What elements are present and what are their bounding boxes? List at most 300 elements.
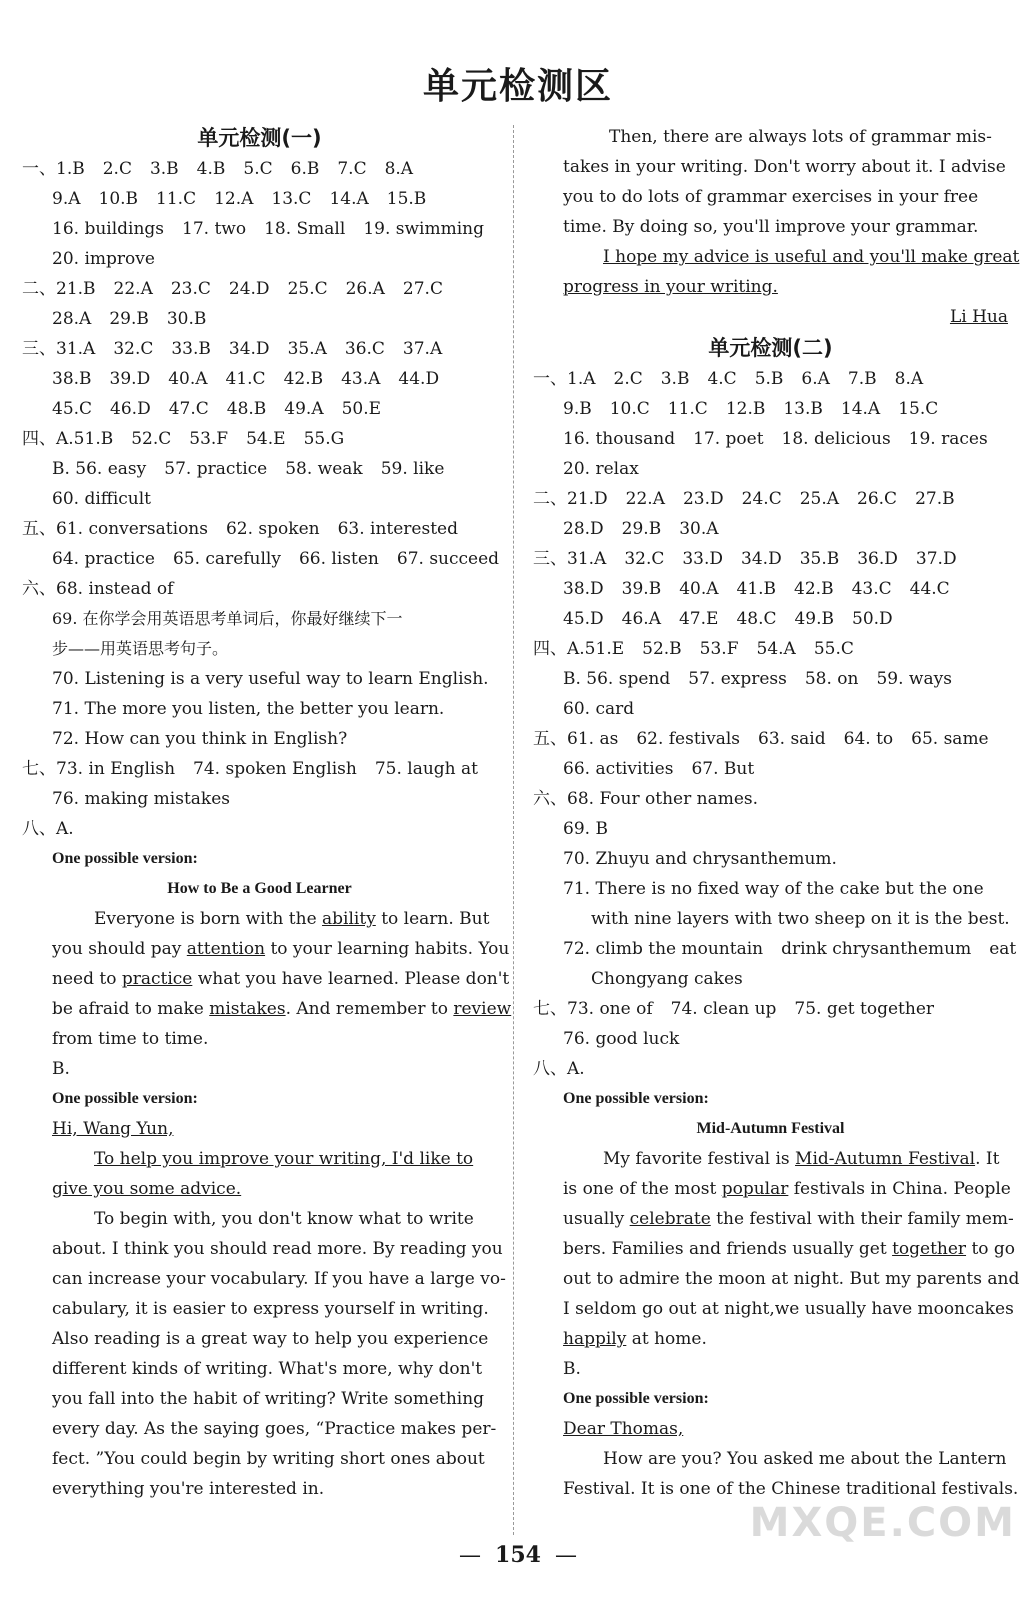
text-line — [22, 574, 497, 604]
text-line — [22, 334, 497, 364]
text-line: Festival. It is one of the Chinese traditional festivals. — [563, 1479, 1019, 1499]
text-span: 八、 — [533, 1059, 567, 1079]
text-span: 25.A — [799, 489, 840, 509]
text-span: 38.D — [563, 579, 604, 599]
text-span: 75. laugh at — [374, 759, 478, 779]
text-span: 67. But — [691, 759, 755, 779]
text-span: 5.C — [243, 159, 273, 179]
text-span: progress in your writing. — [563, 277, 778, 297]
text-span: 63. said — [758, 729, 826, 749]
text-span: 29.B — [621, 519, 662, 539]
text-span: 35.A — [287, 339, 327, 359]
text-span: 七、 — [533, 999, 567, 1019]
page-title: 单元检测区 — [422, 66, 613, 107]
text-line — [533, 994, 1008, 1024]
test1-section-2 — [22, 274, 497, 334]
text-span: 26.C — [857, 489, 898, 509]
text-span: 71. There is no fixed way of the cake but the one — [563, 879, 984, 899]
text-span: 62. festivals — [636, 729, 740, 749]
text-span: 45.C — [52, 399, 93, 419]
text-span: 66. activities — [563, 759, 674, 779]
text-span: 53.F — [699, 639, 739, 659]
text-span: 9.A — [52, 189, 81, 209]
test2-section-7 — [533, 994, 1008, 1054]
text-span: 11.C — [156, 189, 197, 209]
text-span: 74. spoken English — [193, 759, 357, 779]
text-line — [533, 964, 1008, 994]
signature: Li Hua — [949, 307, 1008, 327]
text-line: everything you're interested in. — [52, 1479, 325, 1499]
text-line — [22, 394, 497, 424]
text-span: 42.B — [794, 579, 834, 599]
text-span: 37.A — [402, 339, 443, 359]
text-line — [22, 184, 497, 214]
text-span: 73. one of — [567, 999, 653, 1019]
text-span: 22.A — [113, 279, 153, 299]
text-line: every day. As the saying goes, “Practice makes per- — [52, 1419, 497, 1439]
essay-title: How to Be a Good Learner — [167, 880, 352, 897]
text-span: 六、 — [22, 579, 56, 599]
text-line: you to do lots of grammar exercises in your free — [563, 187, 979, 207]
text-line — [22, 544, 500, 574]
text-line — [533, 754, 1008, 784]
text-span: 17. poet — [693, 429, 764, 449]
test1-section-3 — [22, 334, 497, 424]
text-span: 59. like — [380, 459, 445, 479]
text-span: together — [892, 1239, 967, 1259]
text-span: 64. to — [843, 729, 894, 749]
text-span: 17. two — [182, 219, 247, 239]
text-span: 6.B — [290, 159, 320, 179]
text-span: 32.C — [113, 339, 154, 359]
text-line — [533, 424, 1008, 454]
text-line: you fall into the habit of writing? Write something — [52, 1389, 485, 1409]
text-span: 1.B — [56, 159, 85, 179]
text-line — [533, 1324, 1008, 1354]
text-span: ability — [322, 909, 376, 929]
text-span: 27.C — [402, 279, 443, 299]
text-line — [22, 754, 497, 784]
text-line — [533, 1264, 1020, 1294]
text-span: usually — [563, 1209, 630, 1229]
text-span: 33.D — [682, 549, 724, 569]
text-span: 23.D — [682, 489, 724, 509]
text-line: B. — [52, 1059, 70, 1079]
text-span: 2.C — [613, 369, 643, 389]
text-span: 六、 — [533, 789, 567, 809]
text-line — [533, 302, 1008, 332]
text-span: 43.C — [851, 579, 892, 599]
text-line — [533, 544, 1008, 574]
text-span: 28.A — [52, 309, 92, 329]
text-span: 四、 — [22, 429, 56, 449]
text-span: review — [453, 999, 512, 1019]
text-span: I hope my advice is useful and you'll make great — [603, 247, 1020, 267]
text-line — [22, 604, 497, 634]
text-span: 45.D — [563, 609, 604, 629]
text-span: 67. succeed — [396, 549, 500, 569]
text-span: 64. practice — [52, 549, 155, 569]
text-span: 49.B — [794, 609, 835, 629]
text-span: to learn. But — [375, 909, 490, 929]
text-span: 58. weak — [285, 459, 363, 479]
text-span: 12.A — [214, 189, 254, 209]
text-span: at home. — [626, 1329, 707, 1349]
text-line — [533, 814, 1008, 844]
text-span: Dear Thomas, — [563, 1419, 684, 1439]
text-line — [533, 1024, 1008, 1054]
text-line: about. I think you should read more. By reading you — [52, 1239, 503, 1259]
test2-section-5 — [533, 724, 1008, 784]
text-span: My favorite festival is — [603, 1149, 796, 1169]
text-line — [22, 214, 497, 244]
text-span: mistakes — [209, 999, 286, 1019]
text-span: 4.B — [196, 159, 226, 179]
text-line: can increase your vocabulary. If you have a large vo- — [52, 1269, 506, 1289]
text-line — [22, 724, 497, 754]
text-span: A. — [56, 819, 74, 839]
text-span: 2.C — [102, 159, 132, 179]
text-span: 步——用英语思考句子。 — [52, 639, 229, 658]
text-span: to go — [966, 1239, 1016, 1259]
text-line — [533, 394, 1008, 424]
text-span: . And remember to — [285, 999, 454, 1019]
text-line — [22, 784, 497, 814]
text-span: 五、 — [22, 519, 56, 539]
text-span: Chongyang cakes — [591, 969, 743, 989]
text-span: 七、 — [22, 759, 56, 779]
text-span: 7.B — [847, 369, 877, 389]
text-span: give you some advice. — [52, 1179, 242, 1199]
text-span: 66. listen — [298, 549, 379, 569]
text-span: 一、 — [533, 369, 567, 389]
text-line — [22, 274, 497, 304]
text-line — [22, 424, 497, 454]
text-span: 70. Zhuyu and chrysanthemum. — [563, 849, 837, 869]
text-span: A. — [567, 1059, 585, 1079]
text-line: How are you? You asked me about the Lantern — [603, 1449, 1007, 1469]
text-line — [22, 1114, 497, 1144]
text-span: 54.A — [756, 639, 796, 659]
text-line — [533, 242, 1020, 272]
test1-section-8 — [22, 814, 512, 1504]
text-span: need to — [52, 969, 122, 989]
text-line — [533, 484, 1008, 514]
text-span: 22.A — [625, 489, 665, 509]
text-span: 61. as — [567, 729, 619, 749]
text-span: 59. ways — [876, 669, 952, 689]
text-span: 32.C — [624, 549, 665, 569]
text-span: 44.C — [909, 579, 950, 599]
test2-section-4 — [533, 634, 1008, 724]
text-line: One possible version: — [563, 1390, 709, 1407]
text-span: what you have learned. Please don't — [192, 969, 510, 989]
text-span: 36.D — [857, 549, 898, 569]
text-span: Mid-Autumn Festival — [795, 1149, 976, 1169]
text-span: 70. Listening is a very useful way to learn English. — [52, 669, 489, 689]
text-span: 30.A — [679, 519, 719, 539]
text-span: 26.A — [345, 279, 385, 299]
text-span: you should pay — [52, 939, 187, 959]
text-span: 73. in English — [56, 759, 176, 779]
text-span: celebrate — [629, 1209, 711, 1229]
test1-section-4 — [22, 424, 497, 514]
text-span: 二、 — [22, 279, 56, 299]
text-span: 60. difficult — [52, 489, 152, 509]
page-number: — 154 — — [459, 1542, 577, 1568]
text-span: 14.A — [329, 189, 369, 209]
text-span: 65. same — [911, 729, 989, 749]
text-span: 38.B — [52, 369, 92, 389]
text-span: 3.B — [660, 369, 690, 389]
text-span: 11.C — [667, 399, 708, 419]
column-divider — [513, 125, 514, 1535]
test1-section-5 — [22, 514, 500, 574]
text-span: 19. swimming — [363, 219, 484, 239]
text-span: 43.A — [341, 369, 381, 389]
text-span: 40.A — [168, 369, 208, 389]
text-span: 27.B — [915, 489, 955, 509]
text-span: 18. delicious — [781, 429, 891, 449]
text-span: 21.D — [567, 489, 608, 509]
text-span: eat — [989, 939, 1017, 959]
test1-section-1 — [22, 154, 497, 274]
text-span: 16. buildings — [52, 219, 165, 239]
text-span: 19. races — [908, 429, 988, 449]
text-span: from time to time. — [52, 1029, 209, 1049]
text-line — [22, 814, 497, 844]
test2-title: 单元检测(二) — [708, 336, 833, 360]
text-span: 10.B — [98, 189, 139, 209]
text-span: 62. spoken — [225, 519, 320, 539]
text-span: 14.A — [840, 399, 881, 419]
text-span: 8.A — [894, 369, 924, 389]
test2-section-8 — [533, 1054, 1020, 1504]
text-span: 18. Small — [264, 219, 346, 239]
text-span: 57. practice — [164, 459, 268, 479]
text-line — [22, 484, 497, 514]
text-line: To begin with, you don't know what to write — [94, 1209, 474, 1229]
text-span: To help you improve your writing, I'd like to — [94, 1149, 474, 1169]
text-span: with nine layers with two sheep on it is the best. — [591, 909, 1010, 929]
test2-section-6 — [533, 784, 1017, 994]
text-span: 36.C — [344, 339, 385, 359]
text-span: 25.C — [287, 279, 328, 299]
text-span: 15.C — [898, 399, 939, 419]
text-line — [22, 154, 497, 184]
text-span: B. 56. easy — [52, 459, 147, 479]
text-line — [533, 844, 1008, 874]
text-span: 34.D — [741, 549, 782, 569]
text-line — [533, 934, 1017, 964]
text-span: 一、 — [22, 159, 56, 179]
text-span: 12.B — [725, 399, 766, 419]
text-span: 28.D — [563, 519, 604, 539]
text-span: 20. improve — [52, 249, 155, 269]
text-line: One possible version: — [563, 1090, 709, 1107]
text-line — [22, 934, 510, 964]
text-span: 48.C — [736, 609, 777, 629]
text-span: to your learning habits. You — [265, 939, 510, 959]
text-span: is one of the most — [563, 1179, 722, 1199]
text-span: 31.A — [567, 549, 607, 569]
text-line — [22, 1174, 497, 1204]
text-span: 37.D — [915, 549, 957, 569]
text-span: 7.C — [337, 159, 367, 179]
text-span: 50.E — [341, 399, 382, 419]
text-line — [533, 1234, 1016, 1264]
text-line: One possible version: — [52, 850, 198, 867]
text-span: 24.D — [228, 279, 270, 299]
text-line — [22, 634, 497, 664]
text-span: 四、 — [533, 639, 567, 659]
text-span: 68. instead of — [56, 579, 174, 599]
text-line: Also reading is a great way to help you experience — [52, 1329, 489, 1349]
text-span: 9.B — [563, 399, 592, 419]
text-span: 72. How can you think in English? — [52, 729, 348, 749]
text-line: takes in your writing. Don't worry about it. I advise — [563, 157, 1006, 177]
text-line — [533, 1294, 1014, 1324]
text-span: Everyone is born with the — [94, 909, 323, 929]
text-line: fect. ”You could begin by writing short ones about — [52, 1449, 485, 1469]
text-line — [533, 904, 1008, 934]
text-span: 3.B — [149, 159, 179, 179]
text-span: 10.C — [609, 399, 650, 419]
text-span: 65. carefully — [172, 549, 281, 569]
text-span: 8.A — [384, 159, 414, 179]
text-span: 三、 — [533, 549, 567, 569]
text-line — [533, 272, 1008, 302]
text-line — [533, 1054, 1008, 1084]
text-line — [22, 1024, 497, 1054]
text-span: 39.B — [621, 579, 662, 599]
text-span: 55.G — [303, 429, 345, 449]
text-span: B. 56. spend — [563, 669, 671, 689]
text-span: 75. get together — [794, 999, 935, 1019]
text-span: 60. card — [563, 699, 635, 719]
text-line — [533, 724, 1008, 754]
text-span: 42.B — [283, 369, 324, 389]
text-line — [533, 664, 1008, 694]
right-column — [533, 122, 1020, 1504]
text-span: 58. on — [804, 669, 859, 689]
text-span: 三、 — [22, 339, 56, 359]
text-span: 34.D — [228, 339, 270, 359]
text-line — [22, 964, 510, 994]
text-span: Hi, Wang Yun, — [52, 1119, 174, 1139]
text-span: practice — [121, 969, 193, 989]
text-span: attention — [186, 939, 266, 959]
text-line — [533, 454, 1008, 484]
test1-title: 单元检测(一) — [197, 126, 322, 150]
text-line — [533, 1174, 1011, 1204]
text-span: 13.C — [271, 189, 312, 209]
text-line — [533, 514, 1008, 544]
text-span: 48.B — [226, 399, 267, 419]
text-span: 63. interested — [337, 519, 458, 539]
text-span: 1.A — [567, 369, 596, 389]
text-line: cabulary, it is easier to express yourself in writing. — [52, 1299, 489, 1319]
text-span: 41.B — [736, 579, 777, 599]
text-span: 44.D — [398, 369, 440, 389]
text-line — [22, 904, 497, 934]
text-span: 71. The more you listen, the better you learn. — [52, 699, 445, 719]
text-span: happily — [563, 1329, 627, 1349]
text-line — [533, 574, 1008, 604]
text-span: 53.F — [189, 429, 229, 449]
text-span: 八、 — [22, 819, 56, 839]
text-span: bers. Families and friends usually get — [563, 1239, 893, 1259]
text-span: 15.B — [386, 189, 427, 209]
test2-section-1 — [533, 364, 1008, 484]
text-span: 30.B — [166, 309, 207, 329]
text-span: the festival with their family mem- — [710, 1209, 1014, 1229]
text-span: be afraid to make — [52, 999, 210, 1019]
test1-section-7 — [22, 754, 497, 814]
text-span: 23.C — [170, 279, 211, 299]
text-span: 69. 在你学会用英语思考单词后，你最好继续下一 — [52, 609, 403, 628]
text-span: 31.A — [56, 339, 96, 359]
left-column — [22, 122, 512, 1504]
text-span: 33.B — [171, 339, 211, 359]
text-line — [533, 634, 1008, 664]
text-span: 52.C — [131, 429, 172, 449]
text-span: 55.C — [813, 639, 854, 659]
text-span: 47.E — [678, 609, 719, 629]
text-span: 21.B — [56, 279, 96, 299]
text-span: 五、 — [533, 729, 567, 749]
text-line — [22, 1144, 497, 1174]
text-span: 4.C — [707, 369, 737, 389]
text-span: 41.C — [225, 369, 266, 389]
text-span: 5.B — [754, 369, 784, 389]
text-line: B. — [563, 1359, 581, 1379]
text-span: A.51.B — [56, 429, 114, 449]
text-span: I seldom go out at night,we usually have mooncakes — [563, 1299, 1014, 1319]
test2-section-2 — [533, 484, 1008, 544]
text-span: 39.D — [109, 369, 151, 389]
text-line — [533, 694, 1008, 724]
text-span: 49.A — [284, 399, 324, 419]
text-line — [533, 604, 1008, 634]
text-line — [22, 994, 512, 1024]
text-span: 16. thousand — [563, 429, 676, 449]
text-line: One possible version: — [52, 1090, 198, 1107]
text-span: out to admire the moon at night. But my parents and — [563, 1269, 1020, 1289]
text-span: popular — [721, 1179, 789, 1199]
text-span: 52.B — [642, 639, 682, 659]
text-span: 74. clean up — [670, 999, 777, 1019]
text-line — [533, 1144, 1008, 1174]
text-span: 46.D — [110, 399, 151, 419]
text-span: 24.C — [741, 489, 782, 509]
text-span: . It — [975, 1149, 1000, 1169]
text-line — [533, 1204, 1014, 1234]
text-line: Then, there are always lots of grammar mis- — [609, 127, 992, 147]
text-line: time. By doing so, you'll improve your grammar. — [563, 217, 979, 237]
text-span: 47.C — [168, 399, 209, 419]
text-line — [22, 364, 497, 394]
text-span: 54.E — [246, 429, 286, 449]
text-span: 13.B — [783, 399, 823, 419]
text-span: 68. Four other names. — [567, 789, 759, 809]
text-line: different kinds of writing. What's more, why don't — [52, 1359, 483, 1379]
text-span: 6.A — [801, 369, 830, 389]
text-line — [533, 1414, 1008, 1444]
text-line — [533, 784, 1008, 814]
text-line — [22, 694, 497, 724]
text-span: 76. making mistakes — [52, 789, 231, 809]
